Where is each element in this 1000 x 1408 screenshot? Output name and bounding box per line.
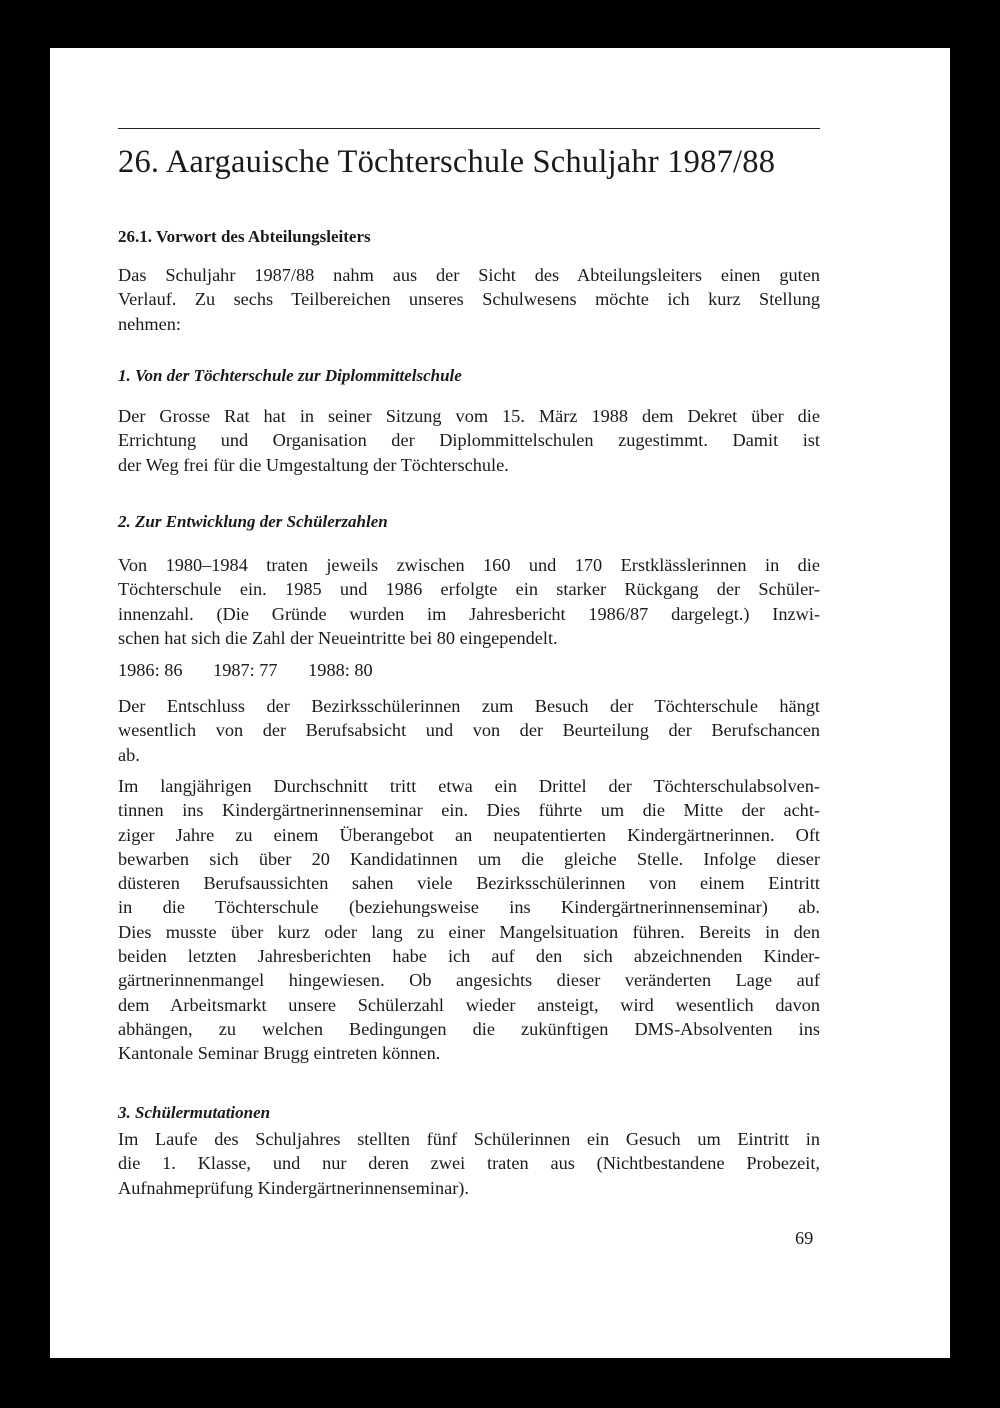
text-line: bewarben sich über 20 Kandidatinnen um die gleiche Stelle. Infolge dieser: [118, 848, 820, 869]
text-line: ab.: [118, 744, 140, 765]
text-line: die 1. Klasse, und nur deren zwei traten aus (Nichtbestandene Probezeit,: [118, 1153, 820, 1174]
page-number: 69: [795, 1228, 814, 1248]
text-line: Von 1980–1984 traten jeweils zwischen 160 und 170 Erstklässlerinnen in die: [118, 555, 820, 575]
text-line: Im Laufe des Schuljahres stellten fünf Schülerinnen ein Gesuch um Eintritt in: [118, 1129, 820, 1149]
text-line: Dies musste über kurz oder lang zu einer Mangelsituation führen. Bereits in den: [118, 921, 820, 942]
text-line: tinnen ins Kindergärtnerinnenseminar ein. Dies führte um die Mitte der acht-: [118, 800, 820, 821]
enrollment-stats: [118, 658, 399, 682]
text-line: Das Schuljahr 1987/88 nahm aus der Sicht des Abteilungsleiters einen guten: [118, 265, 820, 285]
text-line: gärtnerinnenmangel hingewiesen. Ob angesichts dieser veränderten Lage auf: [118, 970, 820, 991]
text-line: beiden letzten Jahresberichten habe ich auf den sich abzeichnenden Kinder-: [118, 946, 820, 967]
text-line: wesentlich von der Berufsabsicht und von der Beurteilung der Berufschancen: [118, 720, 820, 741]
paragraph-schuelerzahlen: [118, 553, 820, 650]
text-line: Der Grosse Rat hat in seiner Sitzung vom 15. März 1988 dem Dekret über die: [118, 406, 820, 426]
header-rule: [118, 128, 820, 129]
text-line: düsteren Berufsaussichten sahen viele Bezirksschülerinnen von einem Eintritt: [118, 873, 820, 894]
subheading-2: 2. Zur Entwicklung der Schülerzahlen: [118, 512, 388, 531]
text-line: der Weg frei für die Umgestaltung der Töchterschule.: [118, 454, 509, 475]
stat-1987: 1987: 77: [213, 660, 278, 680]
section-heading: 26.1. Vorwort des Abteilungsleiters: [118, 227, 371, 246]
paragraph-grosse-rat: [118, 404, 820, 477]
text-line: Verlauf. Zu sechs Teilbereichen unseres Schulwesens möchte ich kurz Stellung: [118, 289, 820, 310]
subheading-3: 3. Schülermutationen: [118, 1103, 271, 1122]
paragraph-entschluss: [118, 694, 820, 767]
text-line: Im langjährigen Durchschnitt tritt etwa ein Drittel der Töchterschulabsolven-: [118, 776, 820, 796]
text-line: Errichtung und Organisation der Diplommittelschulen zugestimmt. Damit ist: [118, 430, 820, 451]
text-line: ziger Jahre zu einem Überangebot an neupatentierten Kindergärtnerinnen. Oft: [118, 824, 820, 845]
intro-paragraph: [118, 263, 820, 336]
document-page: [50, 48, 950, 1358]
text-line: dem Arbeitsmarkt unsere Schülerzahl wieder ansteigt, wird wesentlich davon: [118, 994, 820, 1015]
text-line: nehmen:: [118, 313, 181, 334]
text-line: Töchterschule ein. 1985 und 1986 erfolgte ein starker Rückgang der Schüler-: [118, 579, 820, 600]
text-line: in die Töchterschule (beziehungsweise ins Kindergärtnerinnenseminar) ab.: [118, 897, 820, 918]
text-line: innenzahl. (Die Gründe wurden im Jahresbericht 1986/87 dargelegt.) Inzwi-: [118, 603, 820, 624]
stat-1988: 1988: 80: [308, 660, 373, 680]
chapter-title: 26. Aargauische Töchterschule Schuljahr 1987/88: [118, 144, 776, 180]
subheading-1: 1. Von der Töchterschule zur Diplommittelschule: [118, 366, 462, 385]
text-line: Der Entschluss der Bezirksschülerinnen zum Besuch der Töchterschule hängt: [118, 696, 820, 716]
text-line: abhängen, zu welchen Bedingungen die zukünftigen DMS-Absolventen ins: [118, 1018, 820, 1039]
text-line: Aufnahmeprüfung Kindergärtnerinnenseminar).: [118, 1177, 469, 1198]
text-line: Kantonale Seminar Brugg eintreten können.: [118, 1043, 441, 1064]
paragraph-durchschnitt: [118, 774, 820, 1066]
text-line: schen hat sich die Zahl der Neueintritte bei 80 eingependelt.: [118, 627, 558, 648]
paragraph-mutationen: [118, 1127, 820, 1200]
stat-1986: 1986: 86: [118, 660, 183, 680]
